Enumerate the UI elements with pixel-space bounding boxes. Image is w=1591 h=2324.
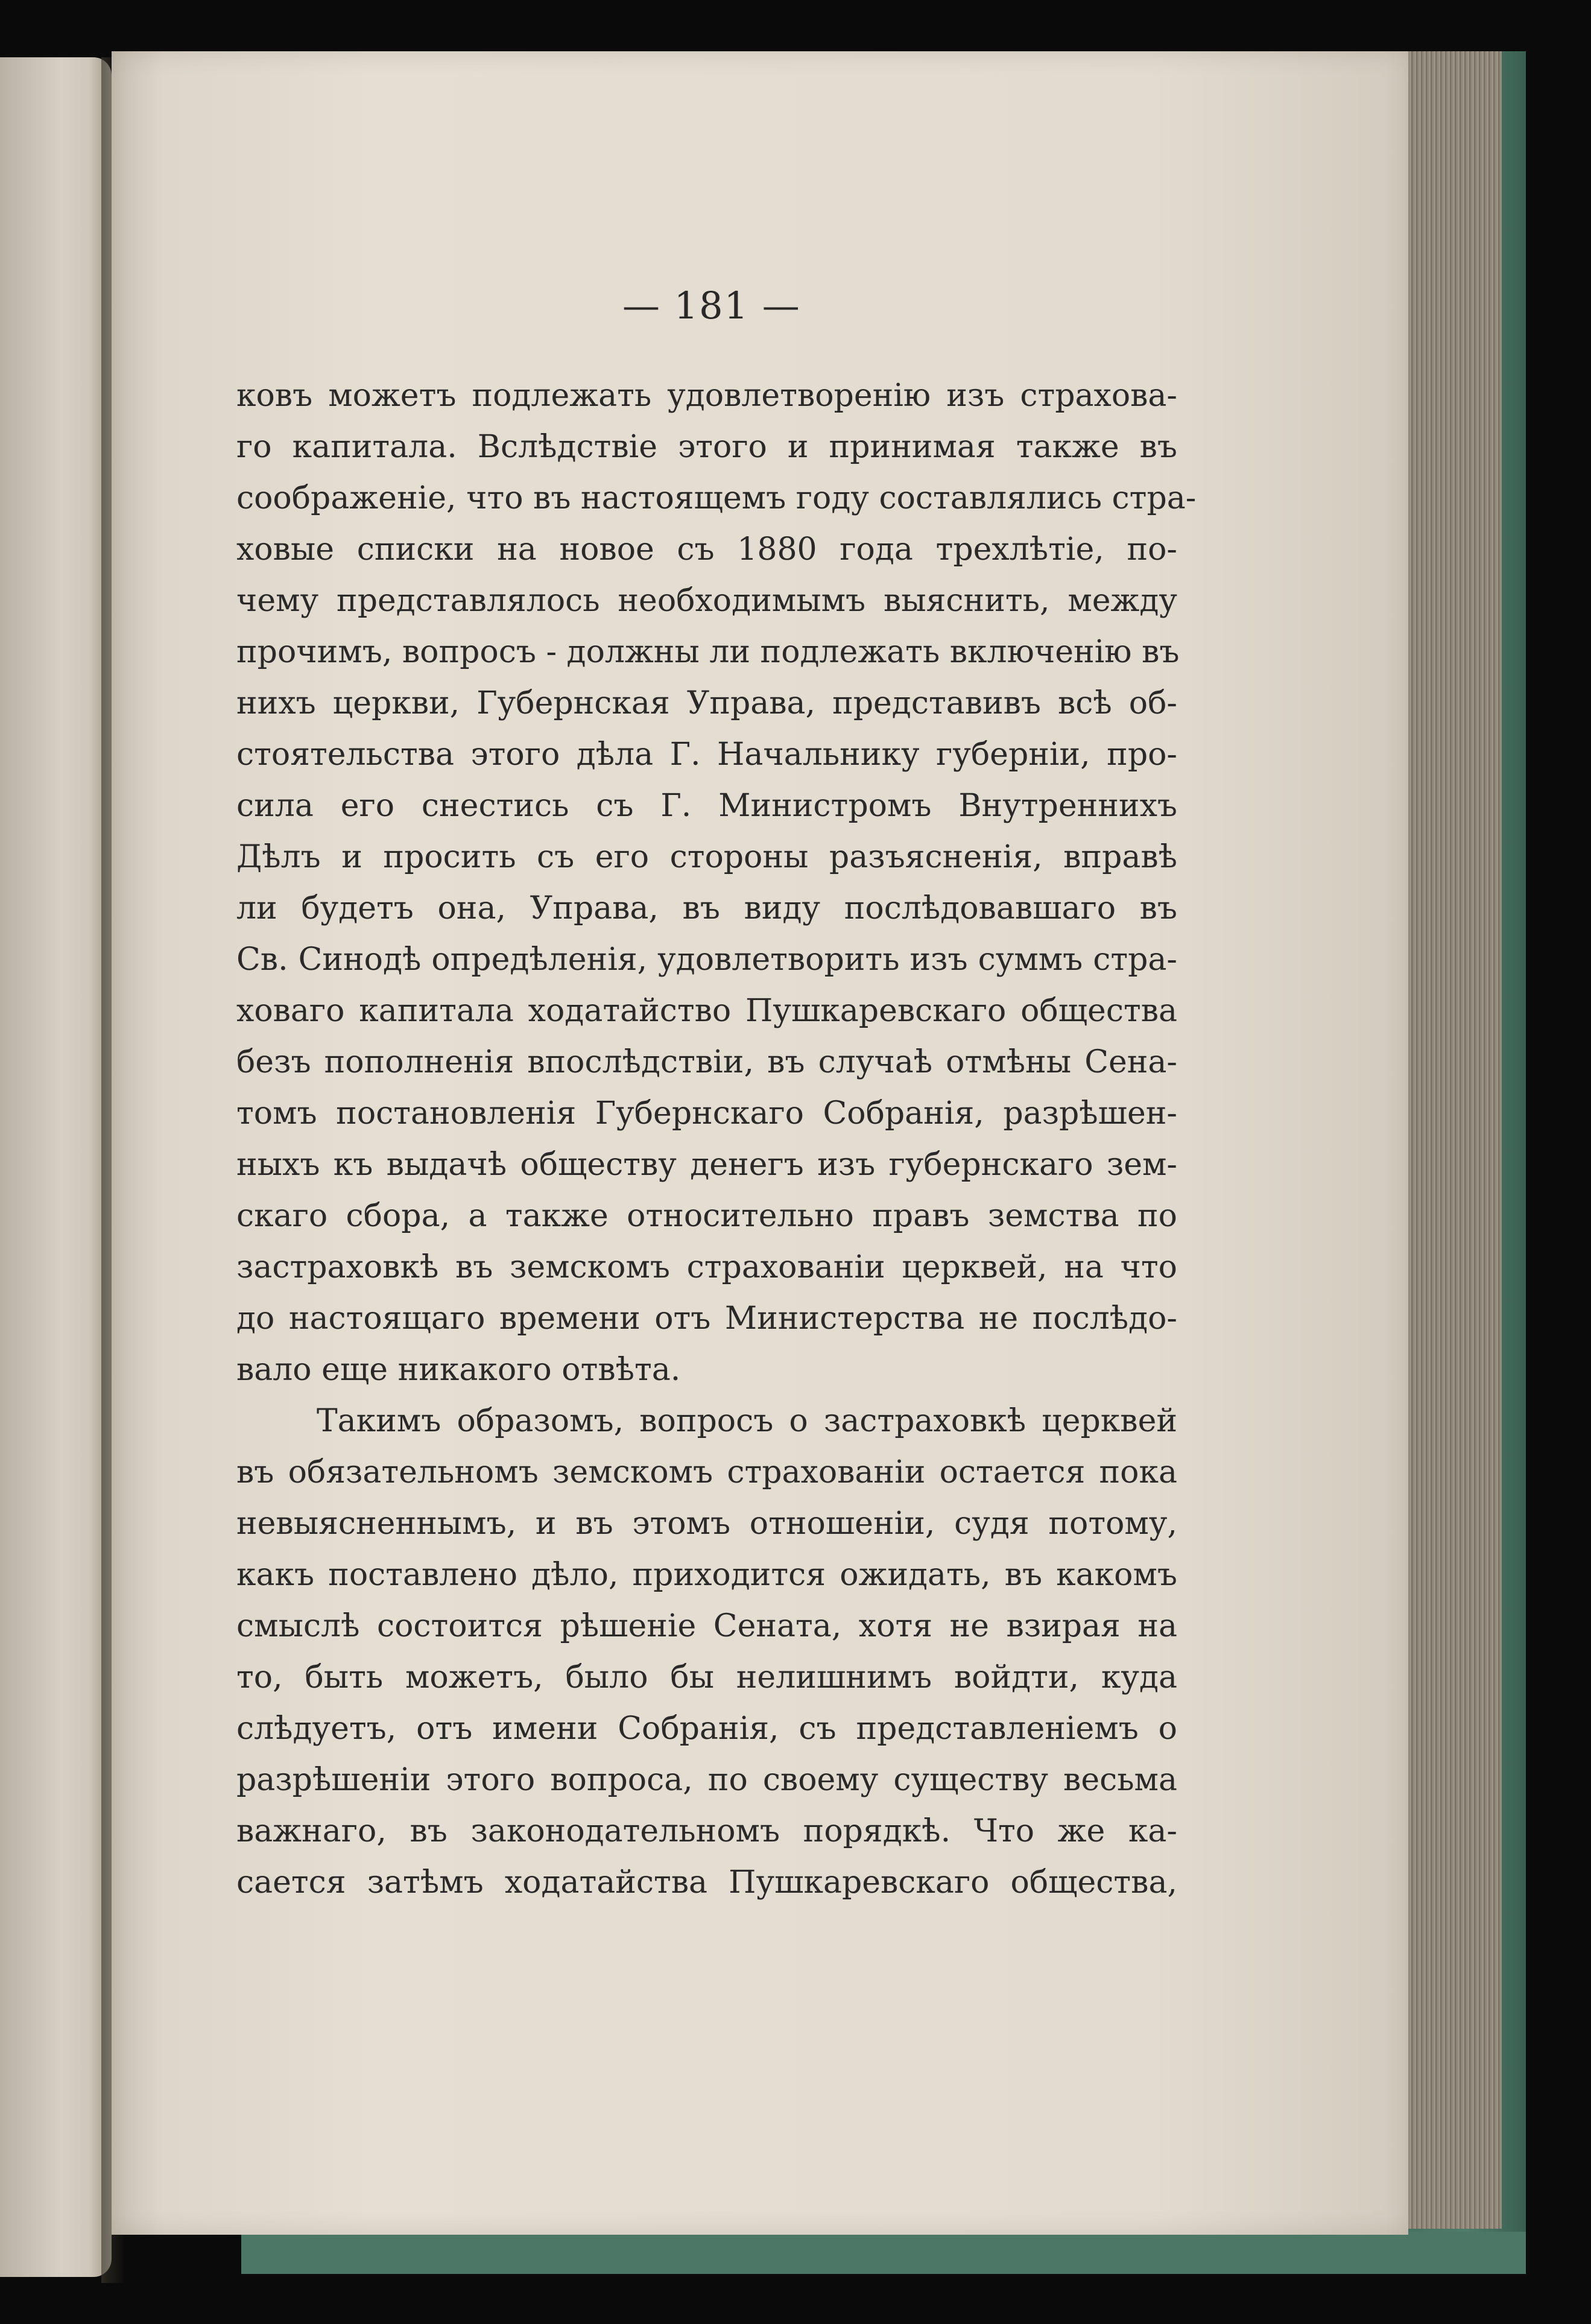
text-line: скаго сбора, а также относительно правъ земства по <box>236 1198 1177 1234</box>
text-line: Такимъ образомъ, вопросъ о застраховкѣ церквей <box>317 1403 1177 1439</box>
page-number: — 181 — <box>622 283 801 328</box>
text-line: прочимъ, вопросъ - должны ли подлежать включенiю въ <box>236 634 1180 670</box>
text-line: ховаго капитала ходатайство Пушкаревскаго общества <box>236 993 1177 1029</box>
text-line: ховые списки на новое съ 1880 года трехлѣтiе, по- <box>236 531 1177 568</box>
text-line: какъ поставлено дѣло, приходится ожидать, въ какомъ <box>236 1557 1177 1593</box>
text-line: соображенiе, что въ настоящемъ году составлялись стра- <box>236 480 1197 516</box>
text-line: безъ пополненiя впослѣдствiи, въ случаѣ отмѣны Сена- <box>236 1044 1177 1080</box>
text-line: разрѣшенiи этого вопроса, по своему существу весьма <box>236 1762 1177 1798</box>
text-line: сила его снестись съ Г. Министромъ Внутреннихъ <box>236 788 1177 824</box>
text-line: до настоящаго времени отъ Министерства не послѣдо- <box>236 1300 1177 1337</box>
text-line: ли будетъ она, Управа, въ виду послѣдовавшаго въ <box>236 890 1177 926</box>
text-line: ныхъ къ выдачѣ обществу денегъ изъ губернскаго зем- <box>236 1147 1177 1183</box>
text-line: застраховкѣ въ земскомъ страхованiи церквей, на что <box>236 1249 1177 1285</box>
text-line: слѣдуетъ, отъ имени Собранiя, съ представленiемъ о <box>236 1711 1177 1747</box>
left-page-edge <box>0 57 112 2277</box>
text-line: смыслѣ состоится рѣшенiе Сената, хотя не взирая на <box>236 1608 1177 1644</box>
text-line: ковъ можетъ подлежать удовлетворенiю изъ страхова- <box>236 378 1177 414</box>
text-line: то, быть можетъ, было бы нелишнимъ войдти, куда <box>236 1659 1177 1696</box>
text-line: нихъ церкви, Губернская Управа, представивъ всѣ об- <box>236 685 1177 721</box>
text-line: невыясненнымъ, и въ этомъ отношенiи, судя потому, <box>236 1506 1177 1542</box>
text-line: Св. Синодѣ опредѣленiя, удовлетворить изъ суммъ стра- <box>236 942 1177 978</box>
text-line: сается затѣмъ ходатайства Пушкаревскаго общества, <box>236 1864 1177 1901</box>
book-cover-bottom <box>241 2232 1526 2274</box>
text-line: го капитала. Вслѣдствiе этого и принимая также въ <box>236 429 1177 465</box>
text-line: стоятельства этого дѣла Г. Начальнику губернiи, про- <box>236 736 1177 773</box>
page-edges <box>1399 51 1502 2229</box>
text-line: чему представлялось необходимымъ выяснить, между <box>236 583 1177 619</box>
text-line: томъ постановленiя Губернскаго Собранiя, разрѣшен- <box>236 1095 1177 1132</box>
text-line: въ обязательномъ земскомъ страхованiи остается пока <box>236 1454 1177 1490</box>
text-line: вало еще никакого отвѣта. <box>236 1352 681 1388</box>
text-line: Дѣлъ и просить съ его стороны разъясненiя, вправѣ <box>236 839 1177 875</box>
text-line: важнаго, въ законодательномъ порядкѣ. Что же ка- <box>236 1813 1177 1849</box>
